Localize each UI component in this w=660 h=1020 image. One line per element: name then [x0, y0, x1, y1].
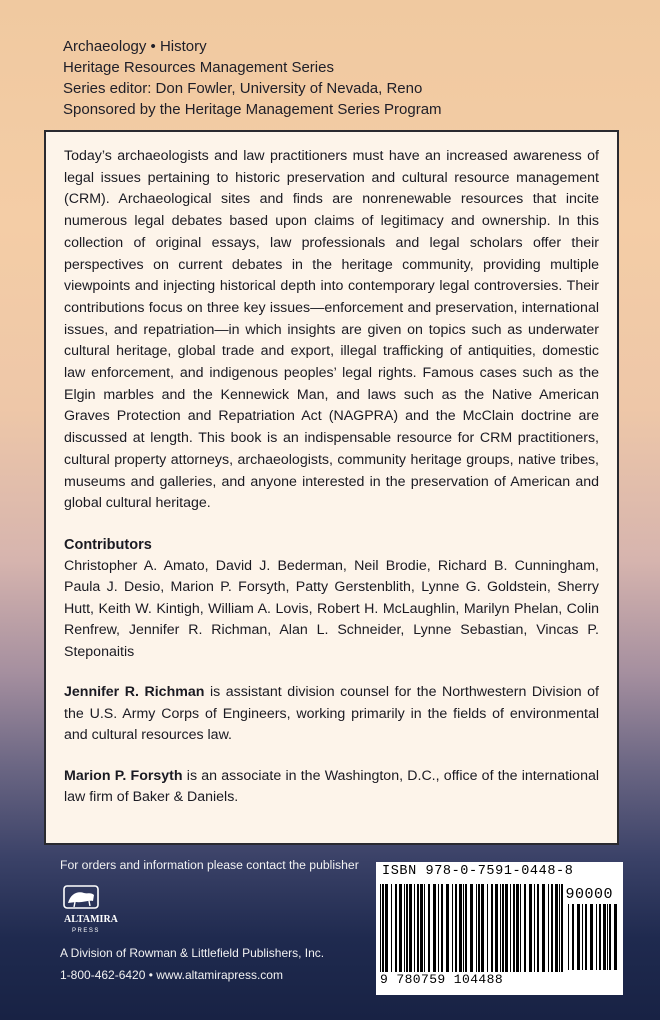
- addon-barcode-bars: [568, 904, 618, 970]
- barcode-bar: [420, 884, 423, 972]
- barcode-bar: [382, 884, 384, 972]
- barcode-bar: [487, 884, 488, 972]
- series-header: [63, 36, 442, 120]
- barcode-bar: [513, 884, 515, 972]
- barcode-bar: [548, 884, 549, 972]
- barcode-bar: [463, 884, 464, 972]
- barcode-bar: [495, 884, 498, 972]
- barcode-bar: [395, 884, 397, 972]
- barcode-bar: [441, 884, 443, 972]
- barcode-bar: [529, 884, 532, 972]
- barcode-bar: [534, 884, 535, 972]
- barcode-bar: [446, 884, 449, 972]
- isbn-number: ISBN 978-0-7591-0448-8: [382, 864, 574, 879]
- editor-bio: [64, 682, 599, 747]
- editor-bio: [64, 766, 599, 809]
- barcode-bar: [428, 884, 430, 972]
- barcode-bar: [505, 884, 508, 972]
- publisher-contact: 1-800-462-6420 • www.altamirapress.com: [60, 968, 283, 982]
- sponsor-line: Sponsored by the Heritage Management Series Program: [63, 101, 442, 118]
- barcode-bar: [404, 884, 405, 972]
- barcode-bar: [559, 884, 560, 972]
- barcode-bar: [465, 884, 467, 972]
- barcode-bar: [409, 884, 412, 972]
- ean-barcode-bars: [380, 884, 566, 972]
- subject-line: Archaeology • History: [63, 38, 207, 55]
- barcode-bar: [481, 884, 484, 972]
- barcode-bar: [452, 884, 453, 972]
- price-code: 90000: [565, 886, 613, 903]
- editor-bio-text: is an associate in the Washington, D.C., office of the international law firm of Baker & Daniels.: [64, 767, 599, 806]
- publisher-division: A Division of Rowman & Littlefield Publishers, Inc.: [60, 946, 325, 960]
- barcode-bar: [491, 884, 493, 972]
- altamira-logo: [62, 882, 124, 942]
- barcode-bar: [433, 884, 436, 972]
- barcode-bar: [455, 884, 457, 972]
- order-info: For orders and information please contact the publisher: [60, 858, 359, 872]
- barcode-bar: [414, 884, 415, 972]
- barcode-bar: [596, 904, 597, 970]
- barcode-bar: [380, 884, 381, 972]
- barcode-bar: [577, 904, 580, 970]
- editor-name: Marion P. Forsyth: [64, 767, 183, 784]
- barcode-bar: [391, 884, 392, 972]
- barcode-bar: [459, 884, 462, 972]
- barcode-bar: [572, 904, 574, 970]
- barcode-bar: [524, 884, 526, 972]
- barcode-bar: [424, 884, 425, 972]
- barcode-bar: [537, 884, 539, 972]
- barcode-bar: [599, 904, 601, 970]
- barcode-bar: [385, 884, 388, 972]
- barcode-bar: [476, 884, 477, 972]
- barcode-bar: [582, 904, 583, 970]
- barcode-bar: [470, 884, 473, 972]
- series-editor: Series editor: Don Fowler, University of Nevada, Reno: [63, 80, 423, 97]
- barcode-bar: [568, 904, 569, 970]
- barcode-bar: [603, 904, 606, 970]
- barcode-bar: [561, 884, 563, 972]
- barcode-bar: [478, 884, 480, 972]
- editor-name: Jennifer R. Richman: [64, 684, 205, 701]
- barcode-bar: [516, 884, 519, 972]
- ean-digits: 9 780759 104488: [380, 972, 504, 987]
- barcode-bar: [609, 904, 611, 970]
- description-panel: [44, 130, 619, 845]
- series-name: Heritage Resources Management Series: [63, 59, 334, 76]
- contributors-heading: Contributors: [64, 536, 152, 553]
- editor-bio-text: is assistant division counsel for the Northwestern Division of the U.S. Army Corps of Engineers, working primarily in the fields of environmental and cultural resources law.: [64, 684, 599, 744]
- barcode-bar: [607, 904, 608, 970]
- barcode-bar: [406, 884, 408, 972]
- barcode-bar: [590, 904, 593, 970]
- barcode-bar: [502, 884, 504, 972]
- barcode-bar: [417, 884, 419, 972]
- barcode-bar: [551, 884, 553, 972]
- barcode-bar: [542, 884, 545, 972]
- logo-text: ALTAMIRA: [64, 914, 118, 925]
- barcode-bar: [438, 884, 439, 972]
- barcode-bar: [399, 884, 402, 972]
- barcode-bar: [510, 884, 511, 972]
- barcode-bar: [520, 884, 521, 972]
- barcode-bar: [555, 884, 558, 972]
- book-description: Today’s archaeologists and law practitioners must have an increased awareness of legal issues pertaining to historic preservation and cultural resource management (CRM). Archaeological sites and finds are nonrenewable resources that incite numerous legal debates based upon claims of legitimacy and ownership. In this collection of original essays, law professionals and legal scholars offer their perspectives on current debates in the heritage community, providing multiple viewpoints and injecting historical depth into contemporary legal controversies. Their contributions focus on three key issues—enforcement and preservation, international issues, and repatriation—in which insights are given on topics such as underwater cultural heritage, global trade and export, illegal trafficking of antiquities, domestic law enforcement, and indigenous peoples’ legal rights. Famous cases such as the Elgin marbles and the Kennewick Man, and laws such as the Native American Graves Protection and Repatriation Act (NAGPRA) and the McClain doctrine are discussed at length. This book is an indispensable resource for CRM practitioners, cultural property attorneys, archaeologists, community heritage groups, native tribes, museums and galleries, and anyone interested in the preservation of American and global cultural heritage.: [64, 148, 599, 512]
- logo-subtext: PRESS: [72, 928, 100, 934]
- barcode-bar: [614, 904, 617, 970]
- contributors-list: Christopher A. Amato, David J. Bederman, Neil Brodie, Richard B. Cunningham, Paula J. Desio, Marion P. Forsyth, Patty Gerstenblith, Lynne G. Goldstein, Sherry Hutt, Keith W. Kintigh, William A. Lovis, Robert H. McLaughlin, Marilyn Phelan, Colin Renfrew, Jennifer R. Richman, Alan L. Schneider, Lynne Sebastian, Vincas P. Steponaitis: [64, 557, 599, 660]
- barcode-bar: [585, 904, 587, 970]
- barcode-bar: [500, 884, 501, 972]
- isbn-barcode: [376, 862, 623, 995]
